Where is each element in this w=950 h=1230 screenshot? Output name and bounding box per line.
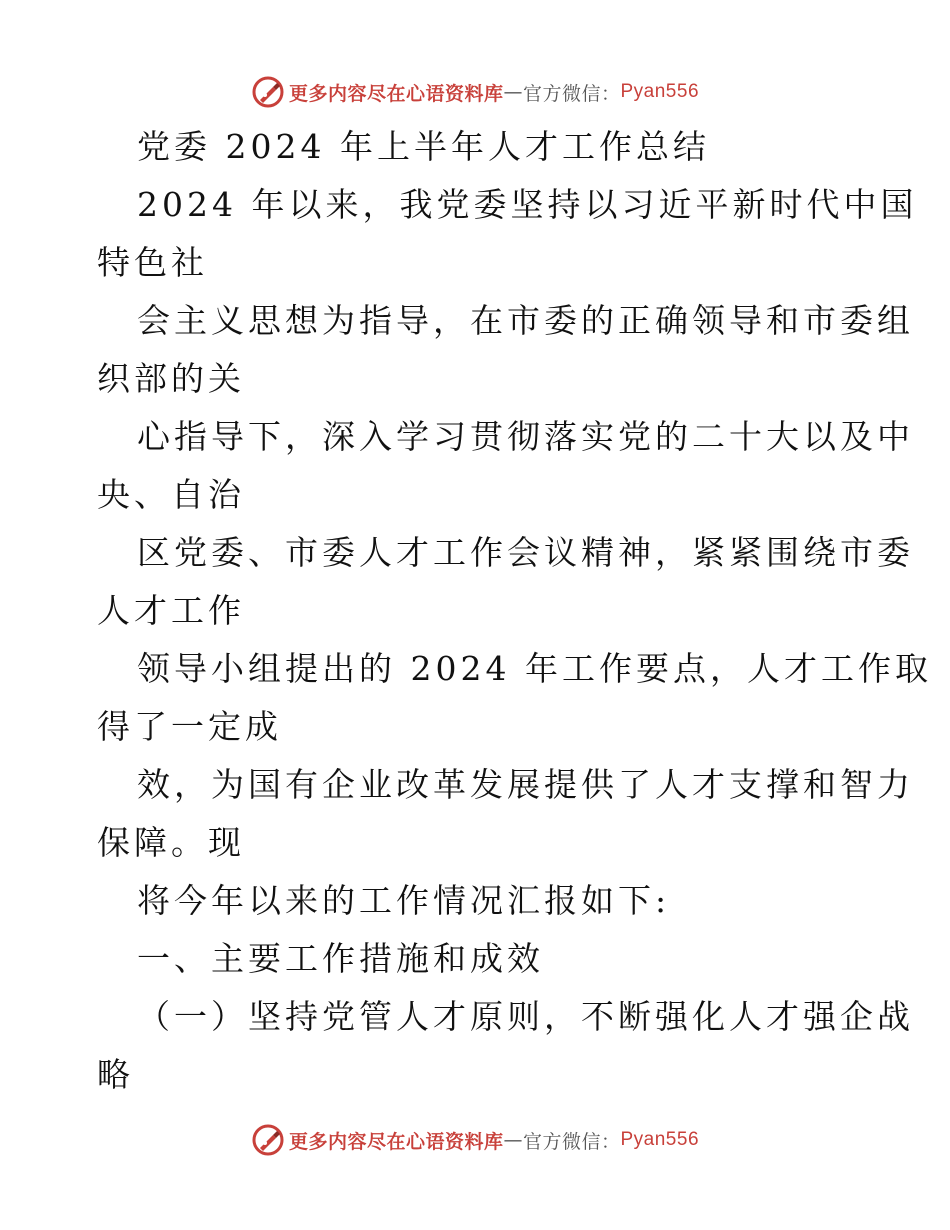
pen-logo-icon (251, 1123, 285, 1157)
document-line: 会主义思想为指导，在市委的正确领导和市委组 (137, 301, 914, 340)
document-line: 心指导下，深入学习贯彻落实党的二十大以及中 (137, 417, 914, 456)
watermark-separator: — (503, 81, 523, 103)
document-line: 织部的关 (97, 359, 245, 398)
pen-logo-icon (251, 75, 285, 109)
document-title: 党委 2024 年上半年人才工作总结 (137, 127, 710, 166)
document-body (97, 118, 932, 1104)
watermark-wechat-id: Pyan556 (620, 1129, 700, 1150)
watermark-footer (0, 1120, 950, 1160)
watermark-wechat-label: 官方微信： (522, 1130, 621, 1153)
watermark-wechat-label: 官方微信： (522, 82, 621, 105)
document-line: 将今年以来的工作情况汇报如下: (137, 881, 671, 920)
document-line: 特色社 (97, 243, 208, 282)
document-line: 得了一定成 (97, 707, 282, 746)
document-line: 保障。现 (97, 823, 245, 862)
watermark-brand: 更多内容尽在心语资料库 (288, 82, 504, 105)
document-line: 领导小组提出的 2024 年工作要点，人才工作取 (137, 649, 932, 688)
document-line: 区党委、市委人才工作会议精神，紧紧围绕市委 (137, 533, 914, 572)
section-heading: 一、主要工作措施和成效 (137, 939, 544, 978)
subsection-heading: （一）坚持党管人才原则，不断强化人才强企战 (137, 997, 914, 1036)
document-line: 略 (97, 1055, 134, 1094)
document-line: 央、自治 (97, 475, 245, 514)
watermark-separator: — (503, 1129, 523, 1151)
document-line: 人才工作 (97, 591, 245, 630)
document-line: 效，为国有企业改革发展提供了人才支撑和智力 (137, 765, 914, 804)
document-line: 2024 年以来，我党委坚持以习近平新时代中国 (137, 185, 918, 224)
watermark-brand: 更多内容尽在心语资料库 (288, 1130, 504, 1153)
watermark-wechat-id: Pyan556 (620, 81, 700, 102)
watermark-header (0, 72, 950, 112)
